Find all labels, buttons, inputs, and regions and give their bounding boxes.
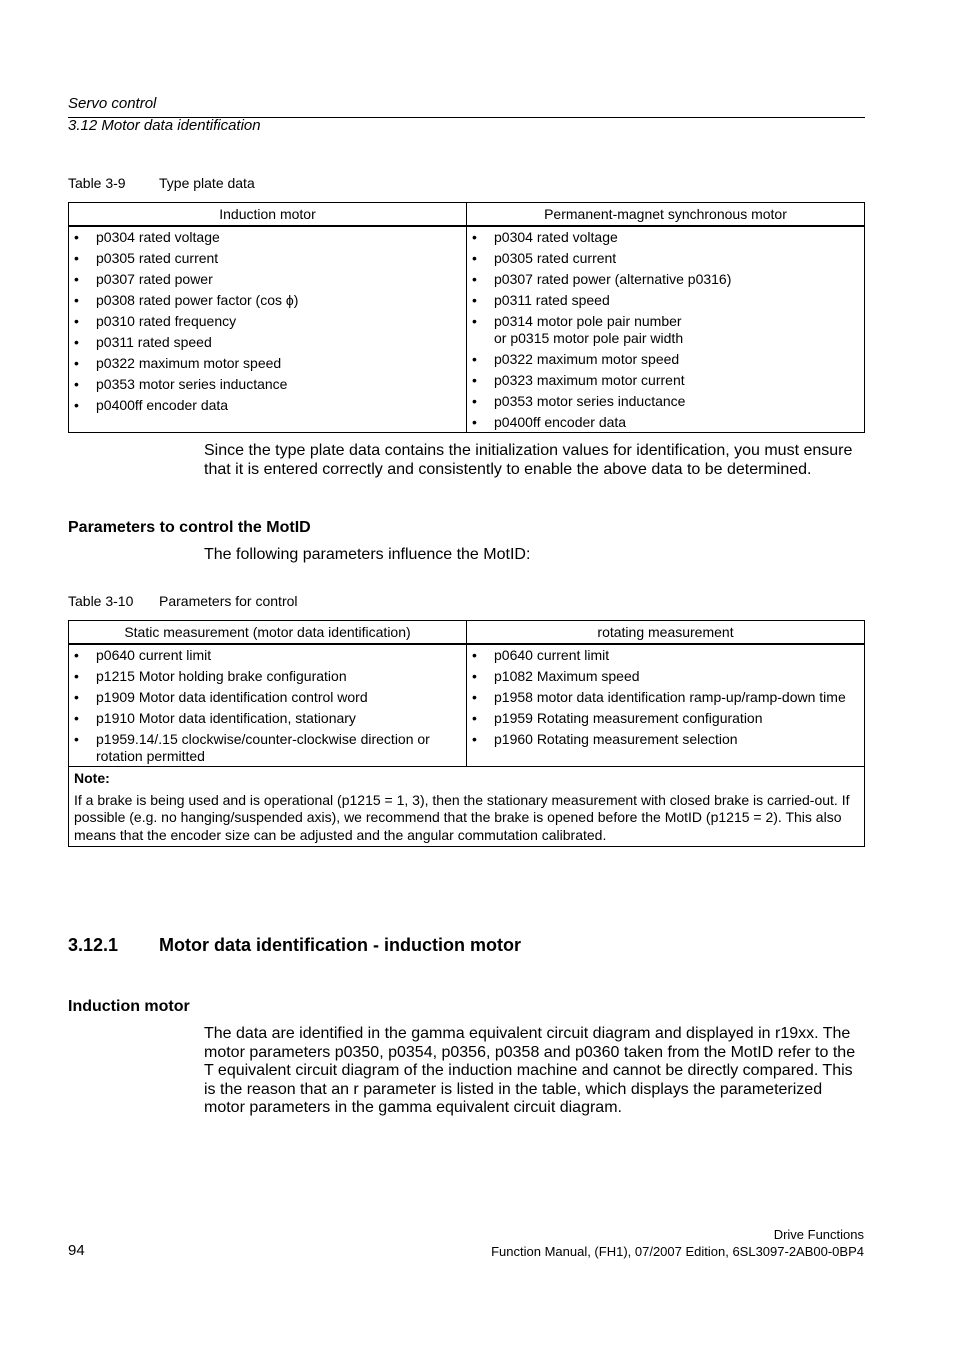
list-item: • p0304 rated voltage <box>74 229 220 245</box>
bullet-icon: • <box>74 313 79 329</box>
list-item: • p0353 motor series inductance <box>472 393 686 409</box>
list-item: • p0305 rated current <box>472 250 617 266</box>
section-3121-heading <box>68 935 521 956</box>
table1-header-induction: Induction motor <box>69 203 467 227</box>
page-number: 94 <box>68 1242 85 1259</box>
list-item: • p0640 current limit <box>74 647 212 663</box>
list-item: • p1960 Rotating measurement selection <box>472 731 738 747</box>
bullet-icon: • <box>472 372 477 388</box>
list-item: • p1959.14/.15 clockwise/counter-clockwise direction or rotation permitted <box>74 731 430 764</box>
table1-caption-number: Table 3-9 <box>68 175 126 191</box>
bullet-icon: • <box>74 334 79 350</box>
bullet-icon: • <box>472 229 477 245</box>
list-item: • p0353 motor series inductance <box>74 376 288 392</box>
list-item: • p0305 rated current <box>74 250 219 266</box>
list-item: • p0323 maximum motor current <box>472 372 685 388</box>
induction-motor-text: The data are identified in the gamma equivalent circuit diagram and displayed in r19xx. The motor parameters p0350, p0354, p0356, p0358 and p0360 taken from the MotID refer to the T equivalent circuit diagram of the induction machine and cannot be directly compared. This is the reason that an r parameter is listed in the table, which displays the parameterized motor parameters in the gamma equivalent circuit diagram. <box>204 1025 856 1116</box>
table2-col1-list <box>69 647 466 765</box>
control-params-table <box>68 620 865 847</box>
bullet-icon: • <box>472 731 477 747</box>
params-heading: Parameters to control the MotID <box>68 519 311 536</box>
bullet-icon: • <box>74 271 79 287</box>
type-plate-paragraph: Since the type plate data contains the initialization values for identification, you must ensure that it is entered correctly and consistently to enable the above data to be determined. <box>204 442 853 478</box>
table1-col2-list <box>467 229 864 431</box>
table2-caption-number: Table 3-10 <box>68 593 134 609</box>
bullet-icon: • <box>472 647 477 663</box>
list-item: • p0314 motor pole pair number or p0315 motor pole pair width <box>472 313 684 346</box>
running-header-chapter: Servo control <box>68 95 157 112</box>
bullet-icon: • <box>472 292 477 308</box>
list-item: • p0322 maximum motor speed <box>472 351 680 367</box>
table2-header-rotating: rotating measurement <box>467 621 865 645</box>
list-item: • p1910 Motor data identification, stationary <box>74 710 356 726</box>
type-plate-table <box>68 202 865 433</box>
list-item: • p0307 rated power (alternative p0316) <box>472 271 732 287</box>
table1-caption-title: Type plate data <box>159 175 255 191</box>
running-header-section: 3.12 Motor data identification <box>68 117 261 134</box>
table2-col2-list <box>467 647 864 748</box>
bullet-icon: • <box>74 731 79 747</box>
table2-note-cell <box>69 767 865 847</box>
bullet-icon: • <box>472 710 477 726</box>
note-text: If a brake is being used and is operational (p1215 = 1, 3), then the stationary measurement with closed brake is carried-out. If possible (e.g. no hanging/suspended axis), we recommend that the brake is opened before the MotID (p1215 = 2). This also means that the encoder size can be adjusted and the angular commutation calibrated. <box>74 791 850 843</box>
section-3121-title: Motor data identification - induction motor <box>159 935 521 955</box>
table2-caption <box>68 593 298 609</box>
list-item: • p0400ff encoder data <box>472 414 627 430</box>
bullet-icon: • <box>472 313 477 329</box>
list-item: • p0311 rated speed <box>74 334 212 350</box>
params-intro: The following parameters influence the MotID: <box>204 546 531 563</box>
bullet-icon: • <box>74 397 79 413</box>
list-item: • p1959 Rotating measurement configuration <box>472 710 763 726</box>
note-label: Note: <box>74 770 110 786</box>
bullet-icon: • <box>74 710 79 726</box>
bullet-icon: • <box>472 689 477 705</box>
table2-col2-cell <box>467 644 865 767</box>
list-item: • p0307 rated power <box>74 271 213 287</box>
list-item: • p0304 rated voltage <box>472 229 618 245</box>
list-item: • p0308 rated power factor (cos ϕ) <box>74 292 299 308</box>
header-rule <box>68 117 865 118</box>
table1-col2-cell <box>467 226 865 433</box>
bullet-icon: • <box>74 292 79 308</box>
list-item: • p0400ff encoder data <box>74 397 229 413</box>
bullet-icon: • <box>74 689 79 705</box>
bullet-icon: • <box>74 376 79 392</box>
induction-motor-heading: Induction motor <box>68 998 190 1015</box>
list-item: • p1215 Motor holding brake configuration <box>74 668 347 684</box>
bullet-icon: • <box>472 414 477 430</box>
list-item: • p1909 Motor data identification control word <box>74 689 368 705</box>
table1-caption <box>68 175 255 191</box>
section-3121-number: 3.12.1 <box>68 935 119 955</box>
table2-col1-cell <box>69 644 467 767</box>
bullet-icon: • <box>74 355 79 371</box>
table1-header-pmsm: Permanent-magnet synchronous motor <box>467 203 865 227</box>
bullet-icon: • <box>74 668 79 684</box>
list-item: • p0640 current limit <box>472 647 610 663</box>
bullet-icon: • <box>74 250 79 266</box>
bullet-icon: • <box>472 351 477 367</box>
table1-col1-list <box>69 229 466 414</box>
bullet-icon: • <box>472 393 477 409</box>
footer-edition: Function Manual, (FH1), 07/2007 Edition, 6SL3097-2AB00-0BP4 <box>491 1244 864 1259</box>
bullet-icon: • <box>74 229 79 245</box>
list-item: • p0311 rated speed <box>472 292 610 308</box>
list-item: • p0310 rated frequency <box>74 313 237 329</box>
bullet-icon: • <box>472 668 477 684</box>
bullet-icon: • <box>74 647 79 663</box>
bullet-icon: • <box>472 250 477 266</box>
footer-title: Drive Functions <box>773 1227 864 1242</box>
bullet-icon: • <box>472 271 477 287</box>
table1-col1-cell <box>69 226 467 433</box>
list-item: • p1958 motor data identification ramp-up/ramp-down time <box>472 689 846 705</box>
table2-header-static: Static measurement (motor data identification) <box>69 621 467 645</box>
list-item: • p0322 maximum motor speed <box>74 355 282 371</box>
list-item: • p1082 Maximum speed <box>472 668 640 684</box>
table2-caption-title: Parameters for control <box>159 593 298 609</box>
